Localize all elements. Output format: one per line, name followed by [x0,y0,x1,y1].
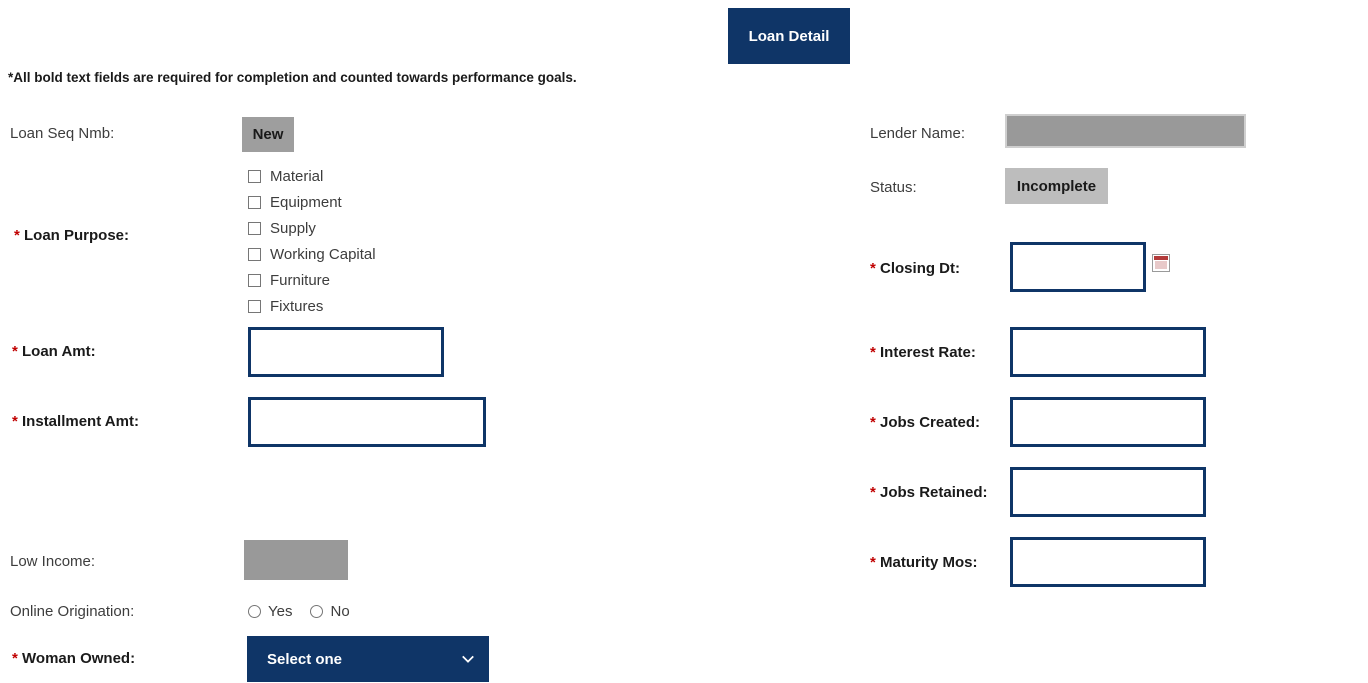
low-income-field[interactable] [244,540,348,580]
loan-amt-input[interactable] [248,327,444,377]
checkbox-item-equipment[interactable] [248,189,376,215]
closing-dt-label [870,260,960,277]
required-star: * [14,227,20,244]
checkbox-item-working-capital[interactable] [248,241,376,267]
installment-amt-label-text: Installment Amt: [22,413,139,430]
low-income-label: Low Income: [10,553,96,570]
checkbox-icon[interactable] [248,170,261,183]
woman-owned-label [12,650,135,667]
checkbox-label: Fixtures [270,297,324,315]
online-origination-radio-group [248,603,368,620]
checkbox-icon[interactable] [248,300,261,313]
interest-rate-input[interactable] [1010,327,1206,377]
woman-owned-selected-value: Select one [267,650,343,668]
required-star: * [870,554,876,571]
checkbox-label: Material [270,167,324,185]
installment-amt-input[interactable] [248,397,486,447]
jobs-created-input[interactable] [1010,397,1206,447]
calendar-icon[interactable] [1152,254,1170,272]
loan-seq-new-label: New [252,126,284,143]
online-origination-label: Online Origination: [10,603,135,620]
checkbox-label: Working Capital [270,245,376,263]
status-label: Status: [870,179,917,196]
loan-amt-label-text: Loan Amt: [22,343,96,360]
required-star: * [870,484,876,501]
required-fields-note: *All bold text fields are required for completion and counted towards performance goals. [8,70,577,85]
radio-icon-no[interactable] [310,605,323,618]
radio-icon-yes[interactable] [248,605,261,618]
status-badge [1005,168,1108,204]
loan-purpose-label [14,227,129,244]
required-star: * [12,413,18,430]
required-star: * [870,414,876,431]
loan-seq-new-button[interactable] [242,117,294,152]
interest-rate-label [870,344,976,361]
checkbox-icon[interactable] [248,222,261,235]
required-star: * [870,260,876,277]
jobs-retained-label-text: Jobs Retained: [880,484,988,501]
required-star: * [870,344,876,361]
checkbox-icon[interactable] [248,196,261,209]
woman-owned-select[interactable] [247,636,489,682]
tab-bar [0,0,1368,64]
loan-purpose-label-text: Loan Purpose: [24,227,130,244]
radio-label-yes: Yes [268,603,293,620]
checkbox-icon[interactable] [248,248,261,261]
checkbox-item-material[interactable] [248,163,376,189]
lender-name-label: Lender Name: [870,125,966,142]
chevron-down-icon [461,652,475,666]
maturity-mos-input[interactable] [1010,537,1206,587]
jobs-retained-label [870,484,988,501]
lender-name-field[interactable] [1005,114,1246,148]
checkbox-item-furniture[interactable] [248,267,376,293]
required-star: * [12,650,18,667]
maturity-mos-label [870,554,978,571]
woman-owned-label-text: Woman Owned: [22,650,136,667]
checkbox-label: Furniture [270,271,331,289]
jobs-retained-input[interactable] [1010,467,1206,517]
interest-rate-label-text: Interest Rate: [880,344,976,361]
checkbox-item-supply[interactable] [248,215,376,241]
closing-dt-input[interactable] [1010,242,1146,292]
closing-dt-label-text: Closing Dt: [880,260,961,277]
tab-loan-detail[interactable] [728,8,850,64]
radio-label-no: No [330,603,350,620]
loan-amt-label [12,343,96,360]
maturity-mos-label-text: Maturity Mos: [880,554,978,571]
jobs-created-label-text: Jobs Created: [880,414,981,431]
jobs-created-label [870,414,980,431]
checkbox-item-fixtures[interactable] [248,293,376,319]
checkbox-label: Equipment [270,193,342,211]
installment-amt-label [12,413,139,430]
checkbox-icon[interactable] [248,274,261,287]
checkbox-label: Supply [270,219,316,237]
tab-loan-detail-label: Loan Detail [748,27,830,45]
required-star: * [12,343,18,360]
loan-seq-label: Loan Seq Nmb: [10,125,115,142]
status-badge-value: Incomplete [1016,177,1097,195]
loan-purpose-checkbox-list [248,163,376,319]
